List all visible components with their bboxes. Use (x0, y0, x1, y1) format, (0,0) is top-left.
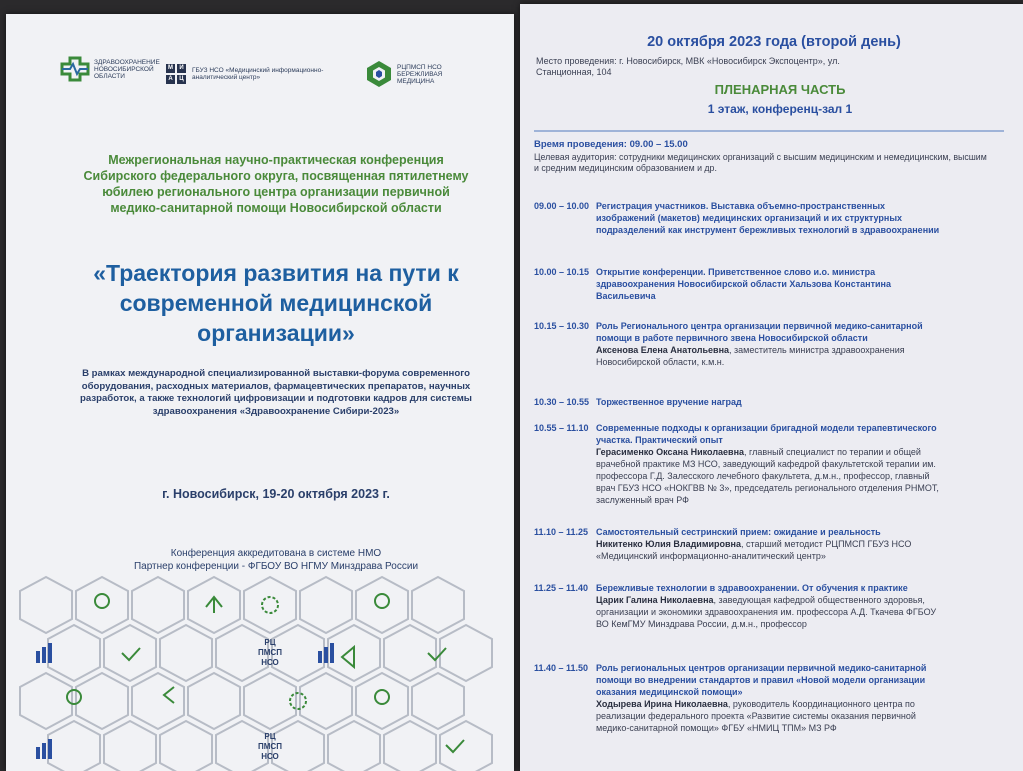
miac-letter: М (168, 65, 173, 71)
schedule-topic: Роль Регионального центра организации первичной медико-санитарной помощи в работе первичного звена Новосибирской области (596, 321, 923, 343)
schedule-item (534, 582, 1014, 630)
lightbulb-icon (67, 690, 81, 704)
schedule-item (534, 266, 1014, 302)
schedule-body (596, 526, 946, 562)
schedule-body (596, 422, 946, 506)
arrow-up-icon (206, 597, 222, 613)
schedule-details: , руководитель Координационного центра по реализации федерального проекта «Развитие системы оказания первичной медико-санитарной помощи» ФГБУ «НМИЦ ТПМ» МЗ РФ (596, 699, 916, 733)
schedule-time: 10.00 – 10.15 (534, 267, 590, 277)
hex-label: РЦ (264, 638, 276, 647)
miac-logo (166, 64, 342, 84)
schedule-speaker: Аксенова Елена Анатольевна (596, 345, 730, 355)
accreditation-text: Конференция аккредитована в системе НМО (170, 548, 382, 559)
gear-icon (290, 693, 306, 709)
schedule-item (534, 320, 1014, 368)
venue-text: Место проведения: г. Новосибирск, МВК «Новосибирск Экспоцентр», ул. Станционная, 104 (536, 56, 840, 77)
right-page (520, 4, 1023, 771)
schedule-speaker: Никитенко Юлия Владимировна (596, 539, 741, 549)
chart-bar (48, 643, 52, 663)
schedule-topic: Самостоятельный сестринский прием: ожидание и реальность (596, 527, 881, 537)
checkmark-icon (446, 740, 464, 752)
chart-bar (318, 651, 322, 663)
floor-heading: 1 этаж, конференц-зал 1 (707, 102, 853, 116)
conference-title: «Траектория развития на пути к современной медицинской организации» (93, 260, 459, 346)
schedule-body (596, 662, 946, 734)
checkmark-icon (122, 648, 140, 660)
schedule-time: 10.15 – 10.30 (534, 321, 590, 331)
rcpmsp-logo (366, 60, 467, 88)
arrow-left-icon (164, 687, 174, 703)
lightbulb-icon (95, 594, 109, 608)
schedule-speaker: Ходырева Ирина Николаевна (596, 699, 728, 709)
schedule-time: 11.10 – 11.25 (534, 527, 589, 537)
chart-bar (36, 651, 40, 663)
lightbulb-icon (375, 690, 389, 704)
schedule-speaker: Герасименко Оксана Николаевна (596, 447, 745, 457)
schedule-time: 11.25 – 11.40 (534, 583, 589, 593)
city-date: г. Новосибирск, 19-20 октября 2023 г. (162, 487, 390, 501)
schedule-topic: Современные подходы к организации бригадной модели терапевтического участка. Практический опыт (596, 423, 937, 445)
hex-label: ПМСП (258, 648, 282, 657)
schedule-topic: Регистрация участников. Выставка объемно-пространственных изображений (макетов) медицинских организаций и их структурных подразделений как инструмент бережливых технологий в здравоохранении (596, 201, 940, 235)
lightbulb-icon (375, 594, 389, 608)
conference-intro: В рамках международной специализированной выставки-форума современного оборудования, расходных материалов, фармацевтических препаратов, научных разработок, а также технологий цифровизации и подготовки кадров для системы здравоохранения «Здравоохранение Сибири-2023» (80, 368, 472, 417)
divider (534, 130, 1004, 132)
miac-logo-text: ГБУЗ НСО «Медицинский информационно-аналитический центр» (192, 67, 324, 81)
schedule-details: , заведующая кафедрой общественного здоровья, организации и экономики здравоохранения им. профессора А.Д. Ткачева ФГБОУ ВО КемГМУ Минздрава России, д.м.н., профессор (596, 595, 937, 629)
schedule-item (534, 662, 1014, 734)
miac-letter: Ц (177, 75, 186, 84)
chart-bar (42, 647, 46, 663)
hexagon-pattern (6, 569, 514, 771)
miac-letter: И (177, 64, 186, 73)
left-page (6, 14, 514, 771)
schedule-time: 11.40 – 11.50 (534, 663, 589, 673)
schedule-item (534, 422, 1014, 506)
schedule-topic: Открытие конференции. Приветственное слово и.о. министра здравоохранения Новосибирской области Хальзова Константина Васильевича (596, 267, 891, 301)
hex-label: ПМСП (258, 742, 282, 751)
chart-bar (324, 647, 328, 663)
schedule-topic: Торжественное вручение наград (596, 397, 742, 407)
chart-bar (330, 643, 334, 663)
schedule-body (596, 200, 946, 236)
partner-text: Партнер конференции - ФГБОУ ВО НГМУ Минздрава России (133, 561, 419, 572)
schedule-details: , главный специалист по терапии и общей врачебной практике МЗ НСО, заведующий кафедрой факультетской терапии им. профессора Г.Д. Залесского лечебного факультета, д.м.н., профессор, главный врач ГБУЗ НСО «НОКГВВ № 3», председатель регионального отделения РНМОТ, заслуженный врач РФ (596, 447, 939, 505)
schedule-details: , старший методист РЦПМСП ГБУЗ НСО «Медицинский информационно-аналитический центр» (596, 539, 912, 561)
schedule-speaker: Царик Галина Николаевна (596, 595, 714, 605)
schedule-item (534, 200, 1014, 236)
schedule-topic: Бережливые технологии в здравоохранении. От обучения к практике (596, 583, 908, 593)
hexagon-logo-icon (366, 60, 392, 88)
zdrav-logo (60, 56, 164, 82)
chart-bar (36, 747, 40, 759)
schedule-body (596, 396, 946, 408)
schedule-time: 10.30 – 10.55 (534, 397, 590, 407)
schedule-details: , заместитель министра здравоохранения Новосибирской области, к.м.н. (596, 345, 905, 367)
miac-letter: А (166, 75, 175, 84)
gear-icon (262, 597, 278, 613)
hex-label: РЦ (264, 732, 276, 741)
schedule-topic: Роль региональных центров организации первичной медико-санитарной помощи во внедрении стандартов и правил «Новой модели организации оказания медицинской помощи» (596, 663, 927, 697)
zdrav-logo-text: ЗДРАВООХРАНЕНИЕ НОВОСИБИРСКОЙ ОБЛАСТИ (94, 58, 160, 80)
chart-bar (42, 743, 46, 759)
hex-label: НСО (261, 658, 279, 667)
audience-text: Целевая аудитория: сотрудники медицинских организаций с высшим медицинским и немедицинским, высшим и средним медицинским образованием и др. (534, 152, 987, 173)
schedule-body (596, 266, 946, 302)
hex-label: НСО (261, 752, 279, 761)
schedule-body (596, 320, 946, 368)
miac-grid-icon (166, 64, 186, 84)
schedule-item (534, 526, 1014, 562)
chart-bar (48, 739, 52, 759)
schedule-time: 10.55 – 11.10 (534, 423, 589, 433)
conference-heading: Межрегиональная научно-практическая конференция Сибирского федерального округа, посвященная пятилетнему юбилею регионального центра организации первичной медико-санитарной помощи Новосибирской области (83, 153, 469, 215)
schedule-body (596, 582, 946, 630)
cross-logo-icon (60, 56, 90, 82)
rcpmsp-logo-text: РЦПМСП НСО БЕРЕЖЛИВАЯ МЕДИЦИНА (397, 63, 443, 85)
schedule-time: 09.00 – 10.00 (534, 201, 590, 211)
day-title: 20 октября 2023 года (второй день) (647, 34, 901, 50)
plenary-heading: ПЛЕНАРНАЯ ЧАСТЬ (714, 82, 846, 97)
arrow-icon (342, 647, 354, 667)
schedule-item (534, 396, 1014, 408)
time-held: Время проведения: 09.00 – 15.00 (534, 139, 688, 150)
